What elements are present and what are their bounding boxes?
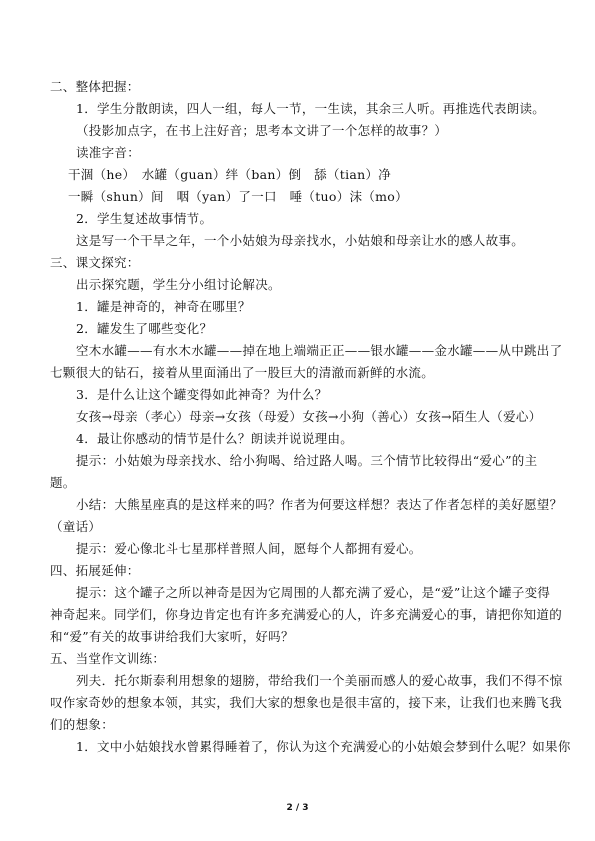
projection-note: （投影加点字，在书上注好音；思考本文讲了一个怎样的故事？） [76, 123, 448, 138]
pronunciation-row-1: 干涸（he） 水罐（guan）绊（ban）倒 舔（tian）净 [68, 167, 392, 182]
pronunciation-row-2: 一瞬（shun）间 咽（yan）了一口 唾（tuo）沫（mo） [68, 189, 408, 204]
hint-1-line-2: 题。 [50, 475, 76, 490]
hint-3-line-3: 和“爱”有关的故事讲给我们大家听，好吗？ [50, 629, 294, 644]
summary-line-2: （童话） [50, 519, 102, 534]
question-2: 2．罐发生了哪些变化？ [76, 321, 213, 336]
section-heading-explore: 三、课文探究： [50, 255, 140, 270]
question-4: 4．最让你感动的情节是什么？朗读并说说理由。 [76, 431, 354, 446]
jar-changes-line-2: 七颗很大的钻石，接着从里面涌出了一股巨大的清澈而新鲜的水流。 [50, 365, 435, 380]
pronunciation-heading: 读准字音： [76, 145, 141, 160]
step-1-group-reading: 1．学生分散朗读，四人一组，每人一节，一生读，其余三人听。再推选代表朗读。 [76, 101, 546, 116]
hint-1-line-1: 提示：小姑娘为母亲找水、给小狗喝、给过路人喝。三个情节比较得出“爱心”的主 [76, 453, 538, 468]
explore-instruction: 出示探究题，学生分小组讨论解决。 [76, 277, 281, 292]
hint-3-line-2: 神奇起来。同学们，你身边肯定也有许多充满爱心的人，许多充满爱心的事，请把你知道的 [50, 607, 563, 622]
jar-changes-line-1: 空木水罐——有水木水罐——掉在地上端端正正——银水罐——金水罐——从中跳出了 [76, 343, 563, 358]
section-heading-writing: 五、当堂作文训练： [50, 651, 166, 666]
writing-intro-line-1: 列夫．托尔斯泰利用想象的翅膀，带给我们一个美丽而感人的爱心故事，我们不得不惊 [76, 673, 563, 688]
relations-chain: 女孩→母亲（孝心）母亲→女孩（母爱）女孩→小狗（善心）女孩→陌生人（爱心） [76, 409, 542, 424]
step-2-retell: 2．学生复述故事情节。 [76, 211, 213, 226]
section-heading-overall: 二、整体把握： [50, 79, 140, 94]
section-heading-extension: 四、拓展延伸： [50, 563, 140, 578]
writing-intro-line-3: 们的想象： [50, 717, 115, 732]
story-summary: 这是写一个干旱之年，一个小姑娘为母亲找水，小姑娘和母亲让水的感人故事。 [76, 233, 525, 248]
question-3: 3．是什么让这个罐变得如此神奇？为什么？ [76, 387, 328, 402]
hint-2: 提示：爱心像北斗七星那样普照人间，愿每个人都拥有爱心。 [76, 541, 422, 556]
question-1: 1．罐是神奇的，神奇在哪里？ [76, 299, 251, 314]
hint-3-line-1: 提示：这个罐子之所以神奇是因为它周围的人都充满了爱心，是“爱”让这个罐子变得 [76, 585, 551, 600]
writing-task-1: 1．文中小姑娘找水曾累得睡着了，你认为这个充满爱心的小姑娘会梦到什么呢？如果你 [76, 739, 571, 754]
writing-intro-line-2: 叹作家奇妙的想象本领，其实，我们大家的想象也是很丰富的，接下来，让我们也来腾飞我 [50, 695, 563, 710]
page-number: 2 / 3 [286, 803, 309, 813]
summary-line-1: 小结：大熊星座真的是这样来的吗？作者为何要这样想？表达了作者怎样的美好愿望？ [76, 497, 563, 512]
